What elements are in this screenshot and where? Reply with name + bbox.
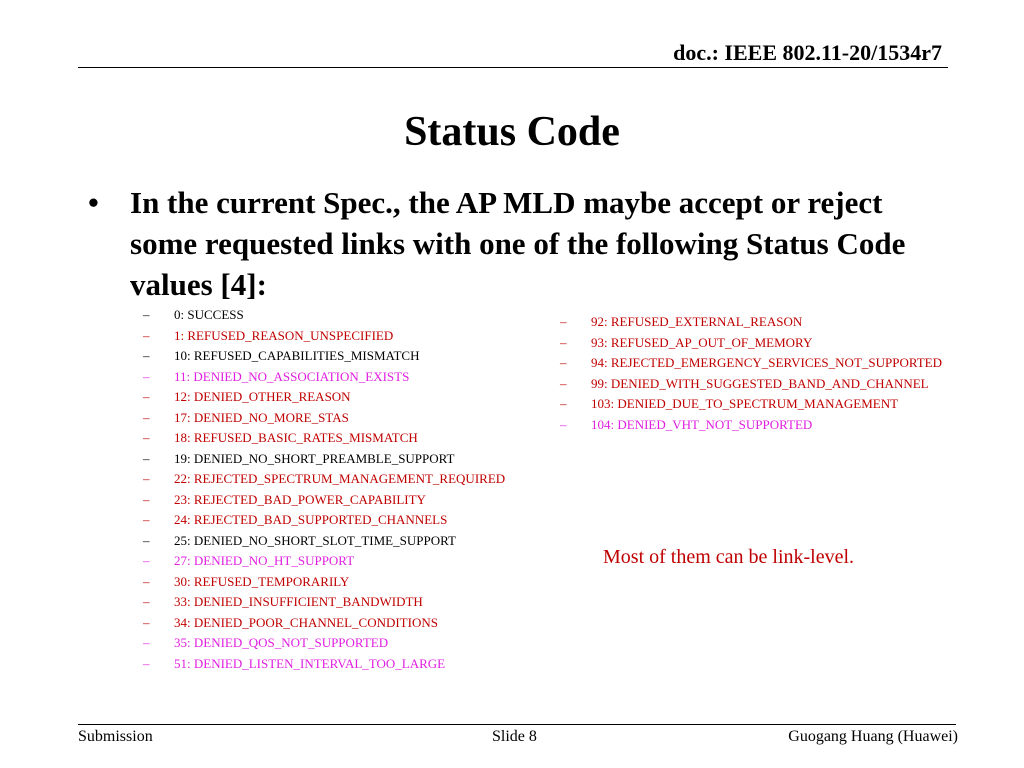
status-code-item [560,415,1000,436]
list-dash-marker: – [143,512,150,527]
status-code-item [143,633,553,654]
header-divider [78,67,948,68]
list-dash-marker: – [143,430,150,445]
list-dash-marker: – [143,491,150,507]
status-code-text: 92: REFUSED_EXTERNAL_REASON [591,314,803,329]
list-dash-marker: – [143,532,150,548]
footer-submission: Submission [78,728,153,745]
list-dash-marker: – [560,416,567,432]
status-code-item [143,326,553,347]
list-dash-marker: – [143,553,150,568]
status-code-text: 24: REJECTED_BAD_SUPPORTED_CHANNELS [174,512,448,527]
list-dash-marker: – [143,655,150,671]
status-code-item [143,490,553,511]
status-code-item [560,353,1000,374]
status-code-item [143,408,553,429]
status-code-text: 0: SUCCESS [174,307,244,322]
status-code-list-right [560,312,1000,435]
list-dash-marker: – [143,635,150,650]
status-code-text: 1: REFUSED_REASON_UNSPECIFIED [174,327,394,343]
status-code-text: 99: DENIED_WITH_SUGGESTED_BAND_AND_CHANNEL [591,375,929,391]
status-code-item [143,449,553,470]
status-code-item [143,387,553,408]
footer-slide-number: Slide 8 [492,728,537,745]
status-code-text: 23: REJECTED_BAD_POWER_CAPABILITY [174,491,426,507]
status-code-text: 93: REFUSED_AP_OUT_OF_MEMORY [591,334,813,350]
list-dash-marker: – [560,314,567,329]
status-code-text: 17: DENIED_NO_MORE_STAS [174,409,349,425]
status-code-text: 27: DENIED_NO_HT_SUPPORT [174,553,355,568]
link-level-note: Most of them can be link-level. [603,546,855,568]
status-code-text: 12: DENIED_OTHER_REASON [174,389,351,404]
status-code-item [143,367,553,388]
status-code-text: 35: DENIED_QOS_NOT_SUPPORTED [174,635,389,650]
status-code-item [143,469,553,490]
list-dash-marker: – [560,334,567,350]
list-dash-marker: – [143,450,150,466]
status-code-item [143,572,553,593]
status-code-text: 33: DENIED_INSUFFICIENT_BANDWIDTH [174,594,423,609]
list-dash-marker: – [143,368,150,384]
list-dash-marker: – [143,614,150,630]
list-dash-marker: – [560,355,567,370]
status-code-text: 94: REJECTED_EMERGENCY_SERVICES_NOT_SUPPORTED [591,355,943,370]
status-code-text: 22: REJECTED_SPECTRUM_MANAGEMENT_REQUIRED [174,471,506,486]
bullet-text: In the current Spec., the AP MLD maybe accept or reject some requested links with one of the following Status Code values [4]: [130,185,906,302]
status-code-text: 34: DENIED_POOR_CHANNEL_CONDITIONS [174,614,438,630]
list-dash-marker: – [143,594,150,609]
bullet-marker: • [88,185,99,220]
status-code-item [143,654,553,675]
status-code-text: 103: DENIED_DUE_TO_SPECTRUM_MANAGEMENT [591,396,899,411]
list-dash-marker: – [143,389,150,404]
list-dash-marker: – [143,348,150,363]
main-bullet [88,182,908,305]
list-dash-marker: – [143,327,150,343]
status-code-item [143,510,553,531]
list-dash-marker: – [143,573,150,589]
list-dash-marker: – [560,396,567,411]
status-code-item [560,333,1000,354]
status-code-text: 10: REFUSED_CAPABILITIES_MISMATCH [174,348,420,363]
list-dash-marker: – [143,409,150,425]
status-code-text: 18: REFUSED_BASIC_RATES_MISMATCH [174,430,418,445]
list-dash-marker: – [143,471,150,486]
status-code-item [560,394,1000,415]
status-code-item [560,312,1000,333]
status-code-text: 51: DENIED_LISTEN_INTERVAL_TOO_LARGE [174,655,446,671]
status-code-text: 25: DENIED_NO_SHORT_SLOT_TIME_SUPPORT [174,532,456,548]
status-code-text: 104: DENIED_VHT_NOT_SUPPORTED [591,416,813,432]
status-code-item [143,592,553,613]
status-code-item [143,531,553,552]
list-dash-marker: – [143,307,150,322]
status-code-item [560,374,1000,395]
status-code-text: 30: REFUSED_TEMPORARILY [174,573,350,589]
status-code-text: 11: DENIED_NO_ASSOCIATION_EXISTS [174,368,410,384]
status-code-item [143,346,553,367]
status-code-item [143,613,553,634]
status-code-item [143,428,553,449]
list-dash-marker: – [560,375,567,391]
slide-title: Status Code [404,109,620,155]
footer-author: Guogang Huang (Huawei) [788,728,958,745]
status-code-item [143,305,553,326]
status-code-item [143,551,553,572]
status-code-text: 19: DENIED_NO_SHORT_PREAMBLE_SUPPORT [174,450,455,466]
document-id: doc.: IEEE 802.11-20/1534r7 [673,40,942,65]
footer-divider [78,724,956,725]
status-code-list-left [143,305,553,674]
